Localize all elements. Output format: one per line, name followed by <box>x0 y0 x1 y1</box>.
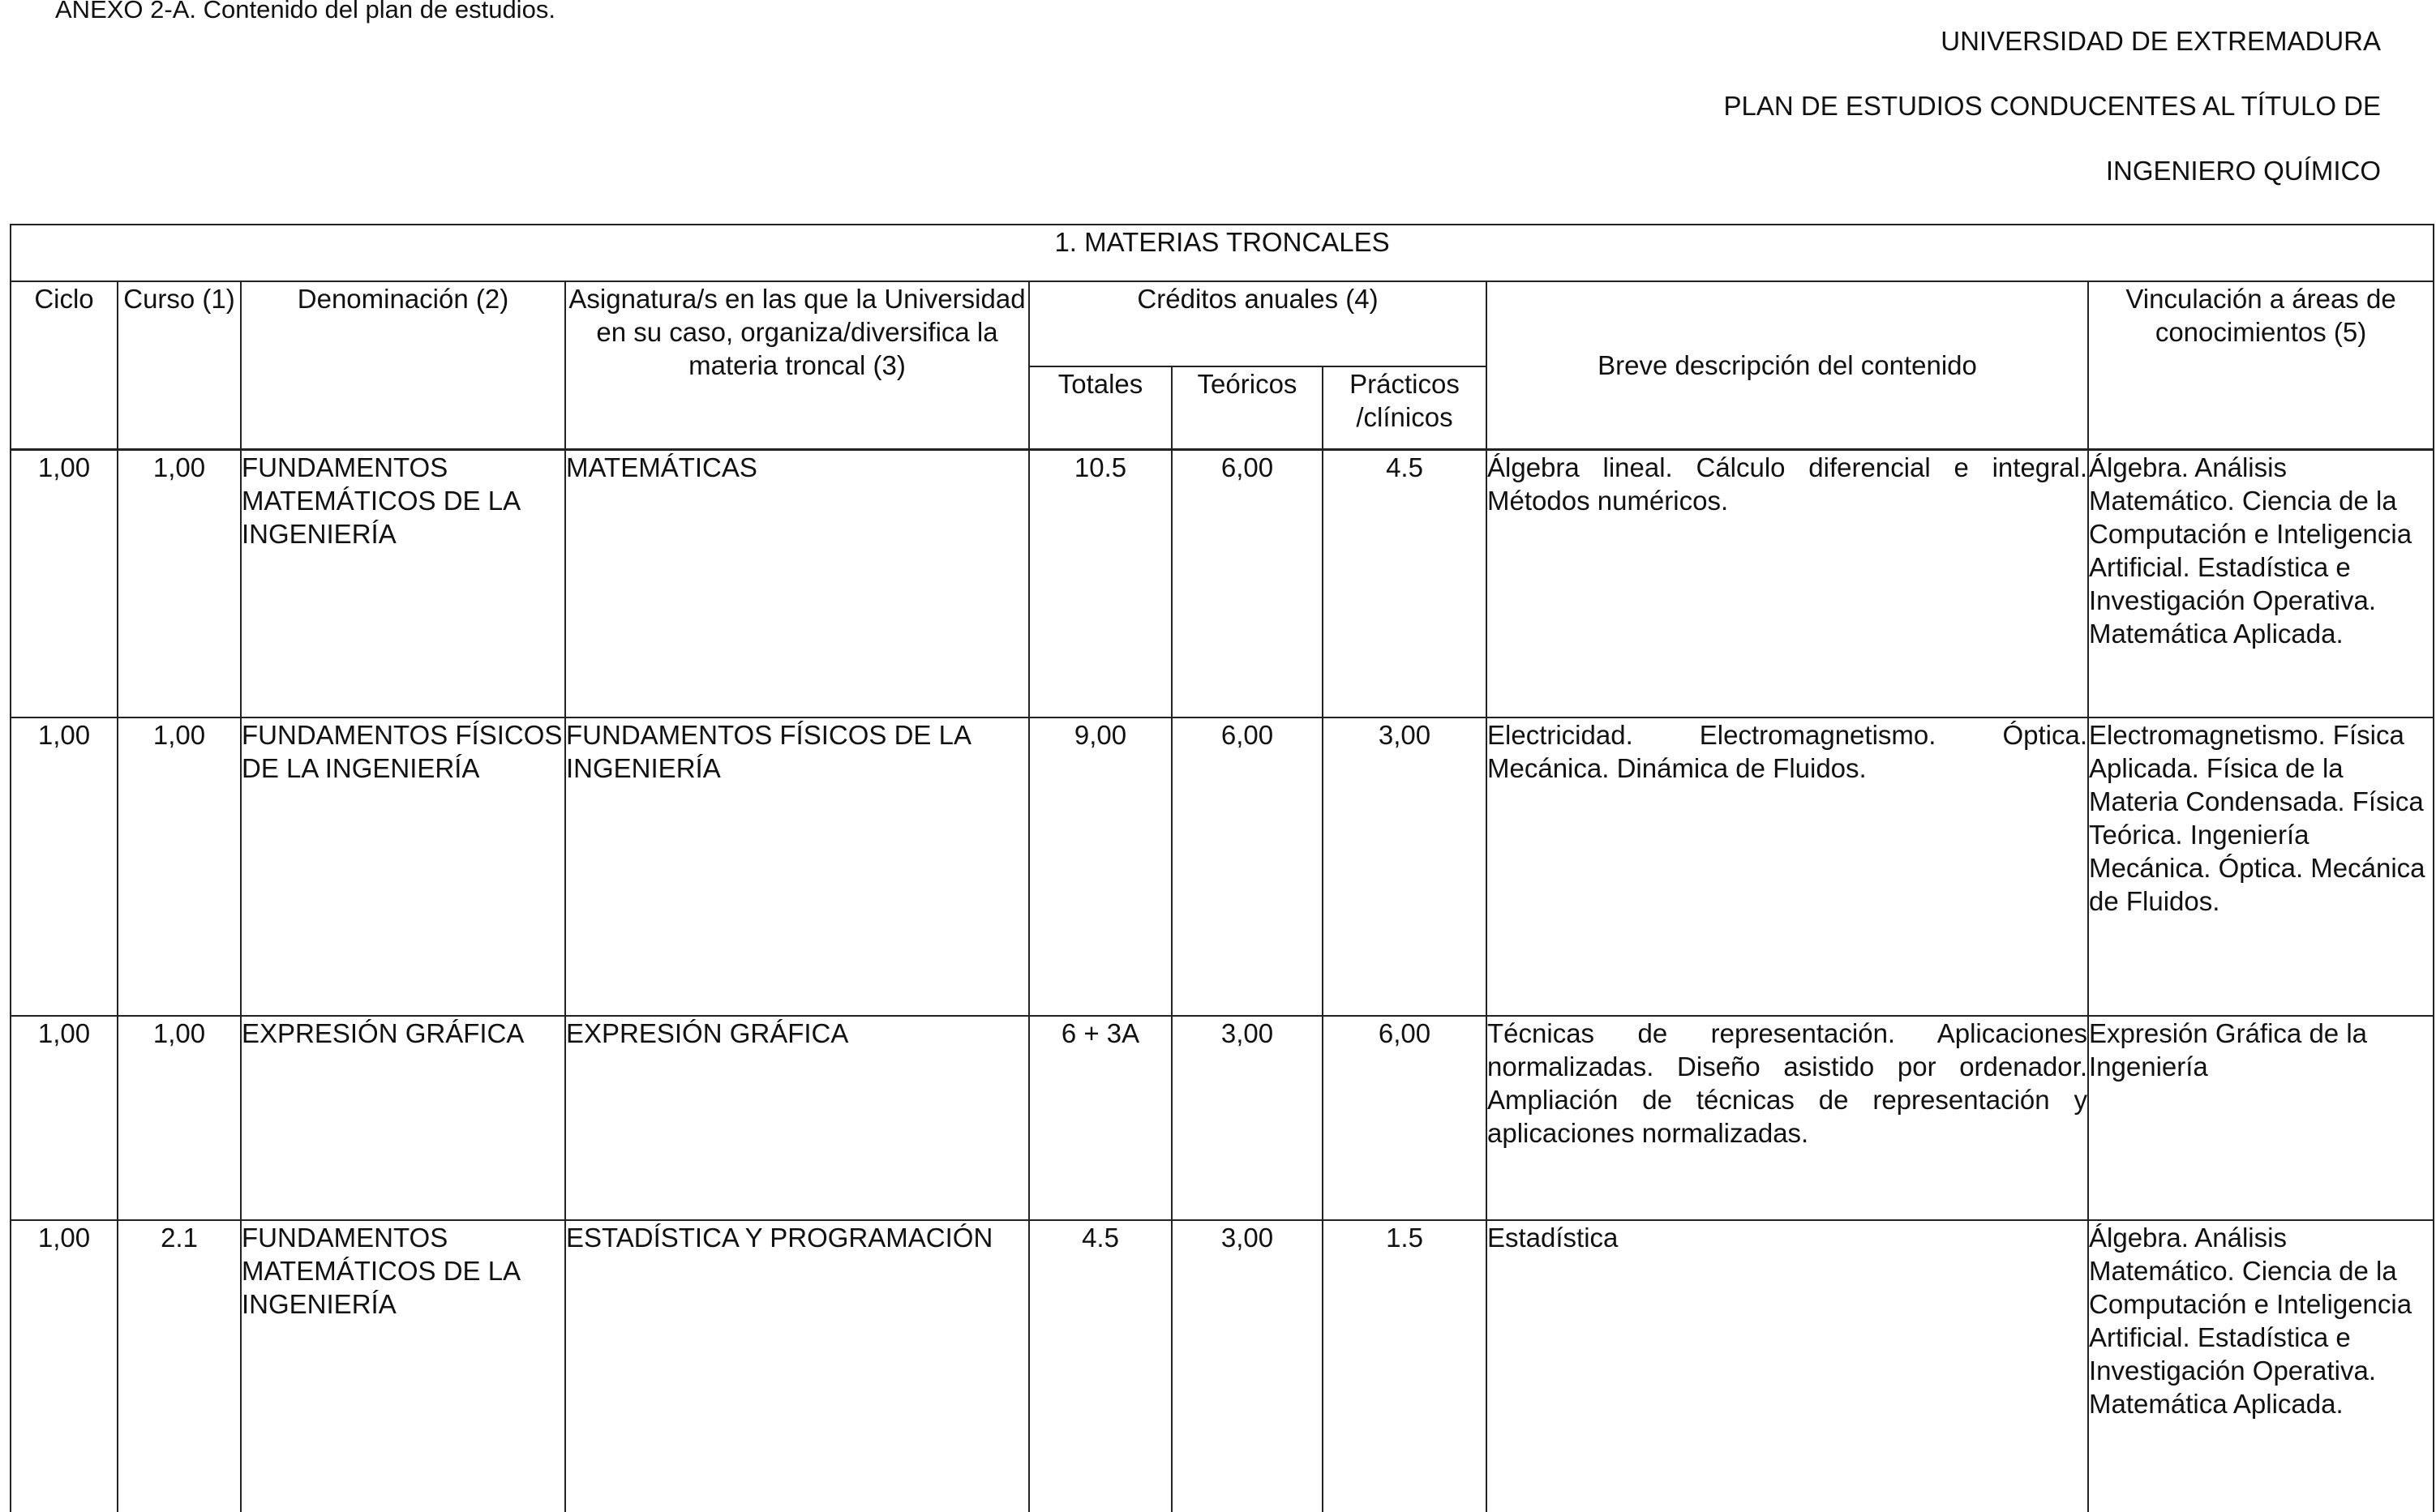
cell-asignatura: EXPRESIÓN GRÁFICA <box>565 1016 1029 1220</box>
cell-teoricos: 6,00 <box>1172 450 1323 717</box>
cell-asignatura: FUNDAMENTOS FÍSICOS DE LA INGENIERÍA <box>565 717 1029 1016</box>
table-row <box>11 717 2434 1016</box>
table-title: 1. MATERIAS TRONCALES <box>11 225 2434 281</box>
cell-vinculacion: Expresión Gráfica de la Ingeniería <box>2088 1016 2434 1220</box>
table-row <box>11 1220 2434 1512</box>
cell-curso: 1,00 <box>118 450 241 717</box>
cell-teoricos: 6,00 <box>1172 717 1323 1016</box>
cell-ciclo: 1,00 <box>11 450 118 717</box>
plan-title-line2: INGENIERO QUÍMICO <box>2105 156 2381 186</box>
cell-denominacion: FUNDAMENTOS MATEMÁTICOS DE LA INGENIERÍA <box>241 450 565 717</box>
cell-vinculacion: Álgebra. Análisis Matemático. Ciencia de la Computación e Inteligencia Artificial. Estadística e Investigación Operativa. Matemática Aplicada. <box>2088 1220 2434 1512</box>
cell-curso: 2.1 <box>118 1220 241 1512</box>
table-row <box>11 1016 2434 1220</box>
cell-denominacion: EXPRESIÓN GRÁFICA <box>241 1016 565 1220</box>
cell-vinculacion: Álgebra. Análisis Matemático. Ciencia de la Computación e Inteligencia Artificial. Estadística e Investigación Operativa. Matemática Aplicada. <box>2088 450 2434 717</box>
cell-totales: 10.5 <box>1029 450 1172 717</box>
col-header-teoricos: Teóricos <box>1172 366 1323 450</box>
plan-title-line1: PLAN DE ESTUDIOS CONDUCENTES AL TÍTULO DE <box>1723 91 2381 121</box>
col-header-descripcion: Breve descripción del contenido <box>1486 281 2088 450</box>
cell-teoricos: 3,00 <box>1172 1220 1323 1512</box>
col-header-denominacion: Denominación (2) <box>241 281 565 450</box>
cell-practicos: 4.5 <box>1323 450 1486 717</box>
cell-denominacion: FUNDAMENTOS FÍSICOS DE LA INGENIERÍA <box>241 717 565 1016</box>
col-header-totales: Totales <box>1029 366 1172 450</box>
cell-descripcion: Técnicas de representación. Aplicaciones normalizadas. Diseño asistido por ordenador. Ampliación de técnicas de representación y aplicaciones normalizadas. <box>1486 1016 2088 1220</box>
cell-ciclo: 1,00 <box>11 1016 118 1220</box>
col-header-vinculacion: Vinculación a áreas de conocimientos (5) <box>2088 281 2434 450</box>
cell-descripcion: Álgebra lineal. Cálculo diferencial e integral. Métodos numéricos. <box>1486 450 2088 717</box>
cell-totales: 4.5 <box>1029 1220 1172 1512</box>
cell-teoricos: 3,00 <box>1172 1016 1323 1220</box>
cell-totales: 6 + 3A <box>1029 1016 1172 1220</box>
cell-practicos: 3,00 <box>1323 717 1486 1016</box>
cell-practicos: 6,00 <box>1323 1016 1486 1220</box>
annex-title: ANEXO 2-A. Contenido del plan de estudios. <box>55 0 555 24</box>
materias-troncales-table <box>10 224 2434 1512</box>
cell-asignatura: ESTADÍSTICA Y PROGRAMACIÓN <box>565 1220 1029 1512</box>
university-name: UNIVERSIDAD DE EXTREMADURA <box>1941 26 2381 56</box>
col-header-curso: Curso (1) <box>118 281 241 450</box>
col-header-asignaturas: Asignatura/s en las que la Universidad en su caso, organiza/diversifica la materia troncal (3) <box>565 281 1029 450</box>
cell-curso: 1,00 <box>118 1016 241 1220</box>
cell-descripcion: Estadística <box>1486 1220 2088 1512</box>
cell-vinculacion: Electromagnetismo. Física Aplicada. Física de la Materia Condensada. Física Teórica. Ingeniería Mecánica. Óptica. Mecánica de Fluidos. <box>2088 717 2434 1016</box>
cell-totales: 9,00 <box>1029 717 1172 1016</box>
col-header-creditos: Créditos anuales (4) <box>1029 281 1486 366</box>
col-header-ciclo: Ciclo <box>11 281 118 450</box>
col-header-practicos: Prácticos /clínicos <box>1323 366 1486 450</box>
cell-curso: 1,00 <box>118 717 241 1016</box>
cell-asignatura: MATEMÁTICAS <box>565 450 1029 717</box>
cell-practicos: 1.5 <box>1323 1220 1486 1512</box>
cell-denominacion: FUNDAMENTOS MATEMÁTICOS DE LA INGENIERÍA <box>241 1220 565 1512</box>
cell-ciclo: 1,00 <box>11 717 118 1016</box>
cell-ciclo: 1,00 <box>11 1220 118 1512</box>
table-row <box>11 450 2434 717</box>
cell-descripcion: Electricidad. Electromagnetismo. Óptica. Mecánica. Dinámica de Fluidos. <box>1486 717 2088 1016</box>
